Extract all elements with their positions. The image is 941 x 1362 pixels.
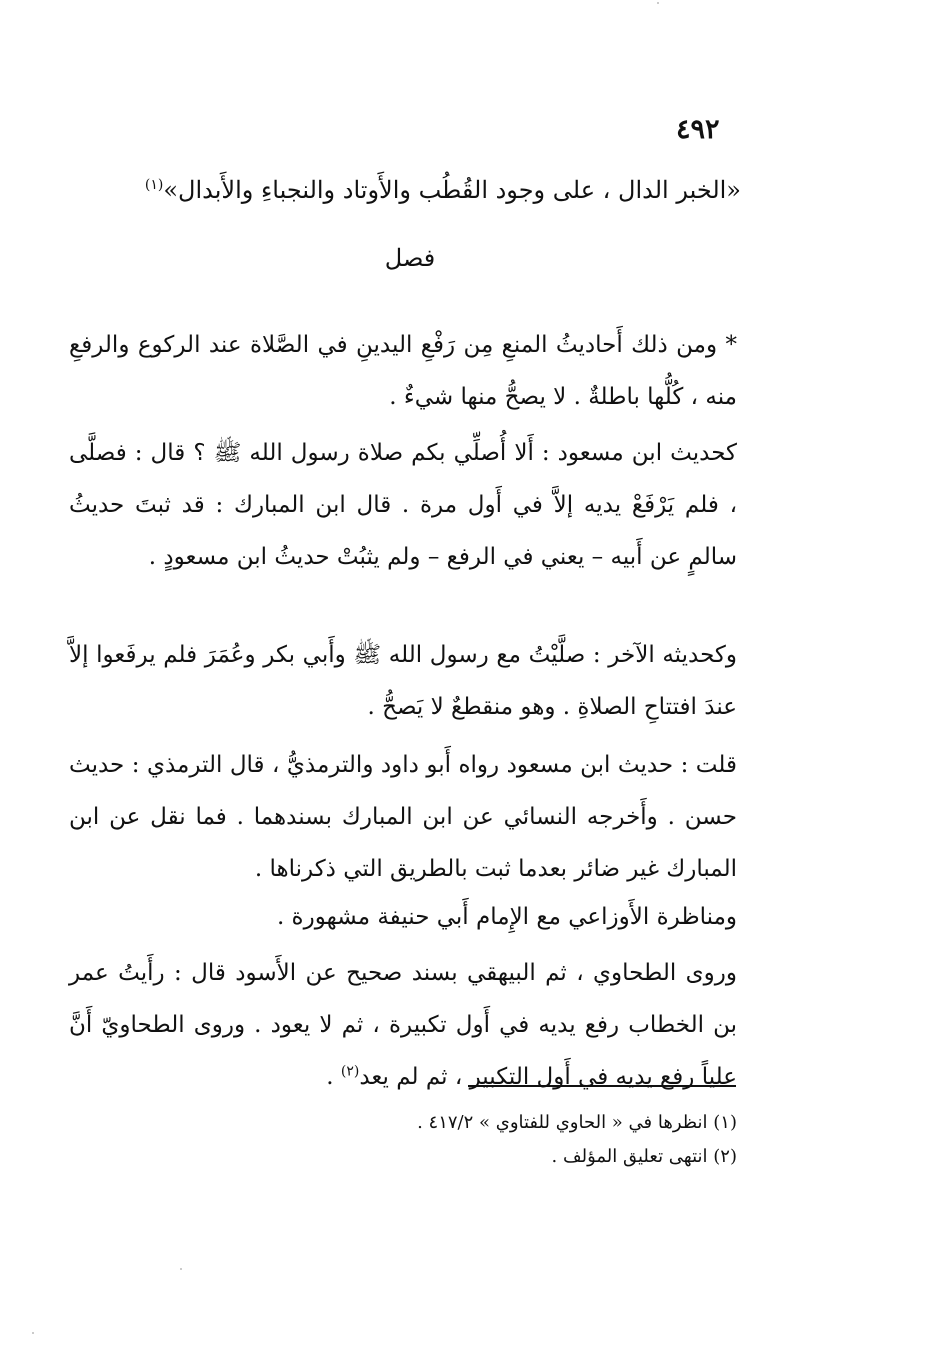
paragraph: * ومن ذلك أَحاديثُ المنعِ مِن رَفْعِ اليدينِ في الصَّلاة عند الركوع والرفعِ منه ، كُلُّها باطلةٌ . لا يصحُّ منها شيءٌ .: [69, 332, 737, 410]
footnote-item: (١) انظرها في « الحاوي للفتاوي » ٤١٧/٢ .: [417, 1112, 737, 1133]
paragraph: وكحديثه الآخر : صلَّيْتُ مع رسول الله ﷺ وأَبي بكر وعُمَرَ فلم يرفَعوا إلاَّ عندَ افتتاحِ الصلاةِ . وهو منقطعٌ لا يَصحُّ .: [69, 642, 737, 720]
footnote-separator: [468, 1085, 736, 1087]
paragraph: قلت : حديث ابن مسعود رواه أَبو داود والترمذيُّ ، قال الترمذي : حديث حسن . وأَخرجه النسائي عن ابن المبارك بسندهما . فما نقل عن ابن المبارك غير ضائر بعدما ثبت بالطريق التي ذكرناها .: [69, 752, 737, 882]
footnote-reference: (١): [144, 177, 164, 193]
paragraph: [69, 947, 737, 1103]
scan-speck: [657, 2, 659, 4]
footnote-item: (٢) انتهى تعليق المؤلف .: [551, 1146, 737, 1167]
scan-speck: [180, 1268, 182, 1270]
section-heading: فصل: [384, 244, 436, 272]
chapter-title: [144, 170, 741, 210]
paragraph-text: وروى الطحاوي ، ثم البيهقي بسند صحيح عن الأَسود قال : رأَيتُ عمر بن الخطاب رفع يديه في أَول تكبيرة ، ثم لا يعود . وروى الطحاويّ أَنَّ علياً رفع يديه في أَول التكبير ، ثم لم يعد: [69, 960, 737, 1090]
chapter-title-text: «الخبر الدال ، على وجود القُطُب والأَوتاد والنجباءِ والأَبدال»: [163, 176, 741, 204]
scan-speck: [32, 1332, 34, 1334]
paragraph: ومناظرة الأَوزاعي مع الإِمام أَبي حنيفة مشهورة .: [276, 904, 737, 930]
paragraph-end: .: [326, 1064, 341, 1090]
page-number: ٤٩٢: [676, 114, 720, 145]
footnote-reference: (٢): [340, 1063, 360, 1080]
paragraph: كحديث ابن مسعود : أَلا أُصلِّي بكم صلاة رسول الله ﷺ ؟ قال : فصلَّى ، فلم يَرْفَعْ يديه إلاَّ في أَول مرة . قال ابن المبارك : قد ثبتَ حديثُ سالمٍ عن أَبيه – يعني في الرفع – ولم يثبُتْ حديثُ ابن مسعودٍ .: [69, 440, 737, 570]
footnotes: [287, 1106, 737, 1174]
